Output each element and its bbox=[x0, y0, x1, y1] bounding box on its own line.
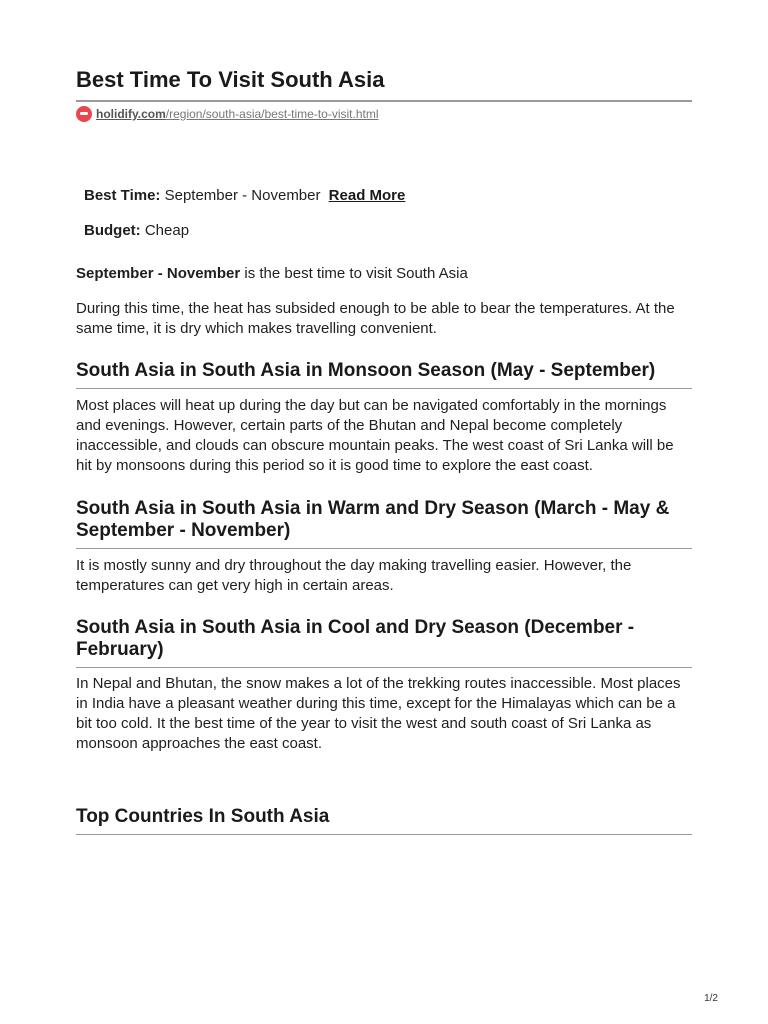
source-domain[interactable]: holidify.com bbox=[96, 107, 166, 121]
budget-label: Budget: bbox=[84, 222, 141, 239]
best-time-line bbox=[84, 187, 405, 204]
section-divider bbox=[76, 834, 692, 835]
intro-rest: is the best time to visit South Asia bbox=[240, 265, 468, 282]
source-link[interactable] bbox=[76, 106, 379, 122]
best-time-value: September - November bbox=[164, 187, 321, 204]
source-path[interactable]: /region/south-asia/best-time-to-visit.html bbox=[165, 107, 379, 121]
section-divider bbox=[76, 548, 692, 549]
section-body-monsoon: Most places will heat up during the day but can be navigated comfortably in the mornings and evenings. However, certain parts of the Bhutan and Nepal become completely inaccessible, and clouds can obscure mountain peaks. The west coast of Sri Lanka will be hit by monsoons during this period so it is good time to explore the east coast. bbox=[76, 397, 674, 474]
section-divider bbox=[76, 667, 692, 668]
page-number: 1/2 bbox=[704, 993, 718, 1004]
intro-paragraph: During this time, the heat has subsided enough to be able to bear the temperatures. At the same time, it is dry which makes travelling convenient. bbox=[76, 300, 675, 337]
top-countries-heading: Top Countries In South Asia bbox=[76, 806, 330, 827]
title-divider bbox=[76, 100, 692, 102]
section-body-cool-dry: In Nepal and Bhutan, the snow makes a lot of the trekking routes inaccessible. Most places in India have a pleasant weather during this time, except for the Himalayas which can be a bit too cold. It the best time of the year to visit the west and south coast of Sri Lanka as monsoon approaches the east coast. bbox=[76, 675, 681, 752]
intro-sentence bbox=[76, 264, 692, 284]
best-time-label: Best Time: bbox=[84, 187, 161, 204]
section-heading-monsoon: South Asia in South Asia in Monsoon Season (May - September) bbox=[76, 360, 656, 381]
intro-bold: September - November bbox=[76, 265, 241, 282]
read-more-link[interactable]: Read More bbox=[328, 187, 406, 204]
budget-line bbox=[84, 222, 189, 239]
section-divider bbox=[76, 388, 692, 389]
budget-value: Cheap bbox=[144, 222, 190, 239]
section-heading-cool-dry: South Asia in South Asia in Cool and Dry Season (December - February) bbox=[76, 617, 635, 660]
section-body-warm-dry: It is mostly sunny and dry throughout the day making travelling easier. However, the temperatures can get very high in certain areas. bbox=[76, 557, 632, 594]
page-title: Best Time To Visit South Asia bbox=[76, 67, 385, 92]
section-heading-warm-dry: South Asia in South Asia in Warm and Dry Season (March - May & September - November) bbox=[76, 498, 670, 541]
holidify-logo-icon bbox=[76, 106, 92, 122]
